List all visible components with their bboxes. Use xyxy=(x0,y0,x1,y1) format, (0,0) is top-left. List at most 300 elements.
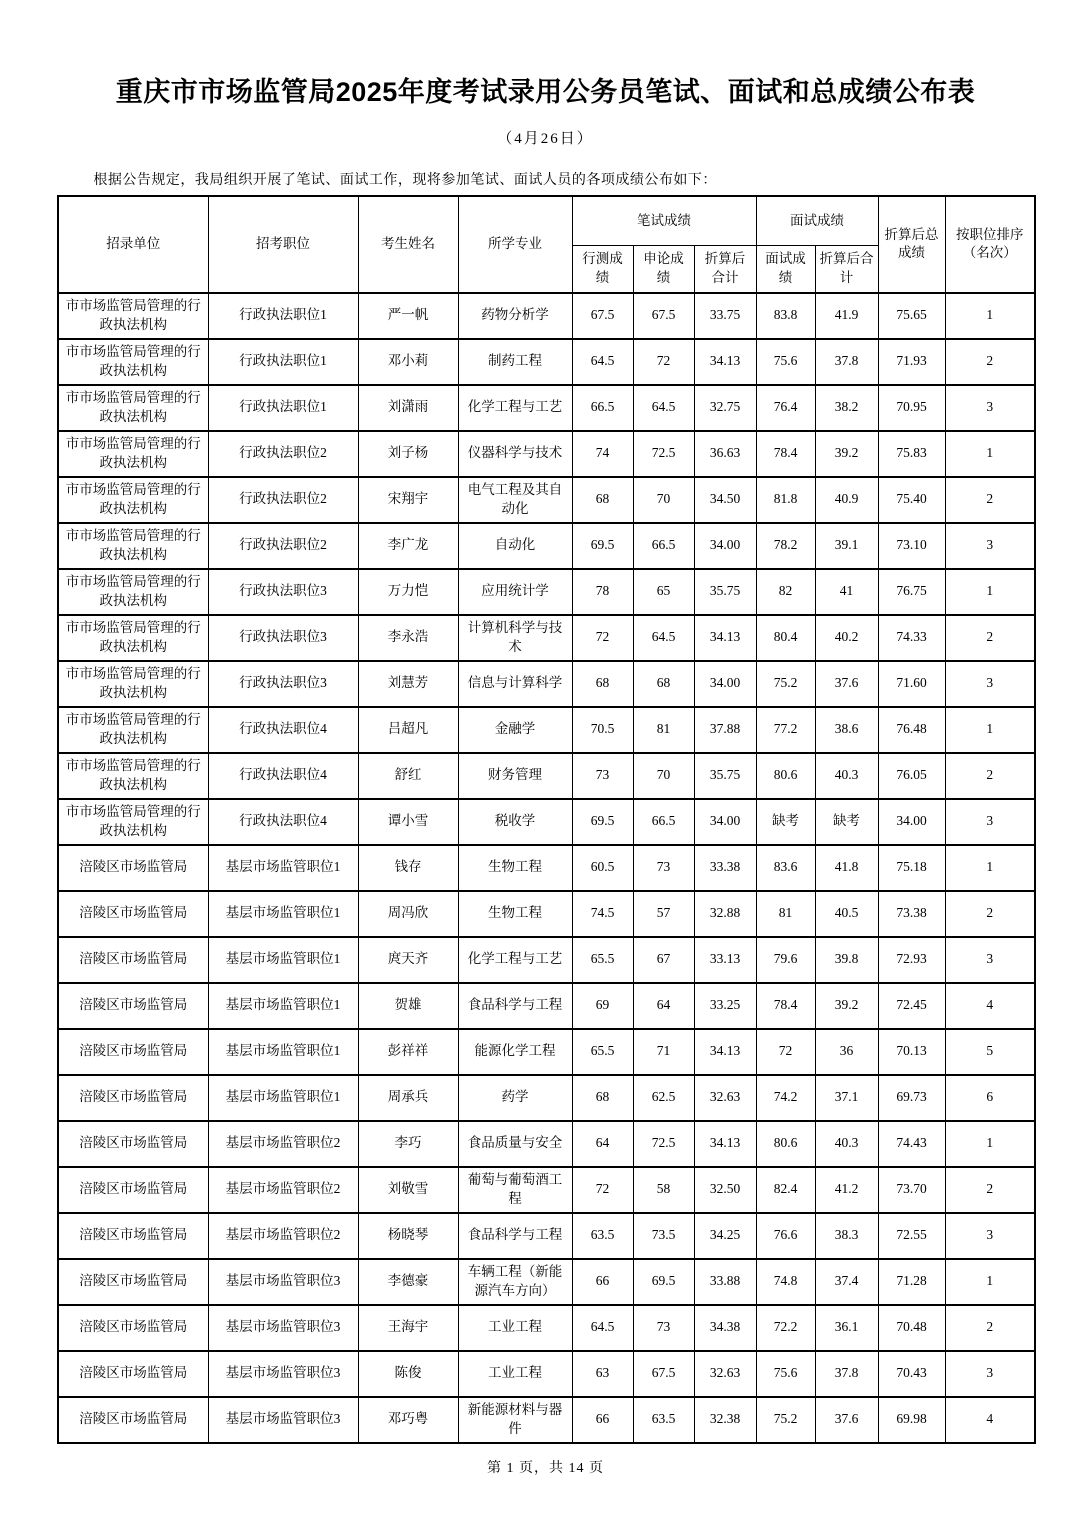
cell-interview_score: 78.4 xyxy=(756,431,815,477)
table-body xyxy=(58,293,1035,1443)
header-interview-score: 面试成绩 xyxy=(756,246,815,293)
table-row xyxy=(58,1167,1035,1213)
cell-written_total: 34.50 xyxy=(694,477,756,523)
cell-written_total: 34.13 xyxy=(694,615,756,661)
cell-interview_score: 72 xyxy=(756,1029,815,1075)
cell-xingce: 72 xyxy=(572,1167,633,1213)
cell-shenlun: 67 xyxy=(633,937,694,983)
table-row xyxy=(58,845,1035,891)
cell-xingce: 66 xyxy=(572,1397,633,1443)
cell-shenlun: 66.5 xyxy=(633,799,694,845)
cell-unit: 市市场监管局管理的行政执法机构 xyxy=(58,523,208,569)
cell-interview_score: 83.6 xyxy=(756,845,815,891)
cell-overall: 71.60 xyxy=(878,661,945,707)
cell-written_total: 34.00 xyxy=(694,799,756,845)
cell-major: 计算机科学与技术 xyxy=(458,615,572,661)
cell-position: 行政执法职位4 xyxy=(208,707,358,753)
cell-name: 李巧 xyxy=(358,1121,458,1167)
cell-name: 刘敬雪 xyxy=(358,1167,458,1213)
table-row xyxy=(58,1259,1035,1305)
cell-shenlun: 70 xyxy=(633,753,694,799)
cell-rank: 6 xyxy=(945,1075,1035,1121)
cell-overall: 69.73 xyxy=(878,1075,945,1121)
cell-name: 周冯欣 xyxy=(358,891,458,937)
cell-interview_score: 75.6 xyxy=(756,1351,815,1397)
cell-major: 新能源材料与器件 xyxy=(458,1397,572,1443)
cell-shenlun: 67.5 xyxy=(633,293,694,339)
cell-written_total: 35.75 xyxy=(694,569,756,615)
cell-name: 李德豪 xyxy=(358,1259,458,1305)
cell-shenlun: 66.5 xyxy=(633,523,694,569)
cell-overall: 70.95 xyxy=(878,385,945,431)
cell-xingce: 63 xyxy=(572,1351,633,1397)
header-major: 所学专业 xyxy=(458,196,572,293)
cell-name: 邓巧粤 xyxy=(358,1397,458,1443)
cell-position: 基层市场监管职位1 xyxy=(208,1029,358,1075)
cell-position: 行政执法职位1 xyxy=(208,385,358,431)
cell-unit: 市市场监管局管理的行政执法机构 xyxy=(58,799,208,845)
cell-unit: 市市场监管局管理的行政执法机构 xyxy=(58,569,208,615)
table-row xyxy=(58,1351,1035,1397)
cell-overall: 72.93 xyxy=(878,937,945,983)
cell-rank: 4 xyxy=(945,983,1035,1029)
cell-major: 食品质量与安全 xyxy=(458,1121,572,1167)
cell-written_total: 34.25 xyxy=(694,1213,756,1259)
cell-unit: 涪陵区市场监管局 xyxy=(58,1259,208,1305)
cell-unit: 市市场监管局管理的行政执法机构 xyxy=(58,385,208,431)
cell-interview_total: 41.8 xyxy=(815,845,878,891)
cell-xingce: 70.5 xyxy=(572,707,633,753)
cell-name: 吕超凡 xyxy=(358,707,458,753)
cell-position: 行政执法职位2 xyxy=(208,523,358,569)
cell-overall: 75.65 xyxy=(878,293,945,339)
cell-shenlun: 72.5 xyxy=(633,1121,694,1167)
cell-interview_total: 38.3 xyxy=(815,1213,878,1259)
table-row xyxy=(58,1121,1035,1167)
cell-name: 李广龙 xyxy=(358,523,458,569)
cell-interview_total: 39.2 xyxy=(815,983,878,1029)
cell-major: 财务管理 xyxy=(458,753,572,799)
cell-xingce: 60.5 xyxy=(572,845,633,891)
cell-major: 生物工程 xyxy=(458,891,572,937)
cell-xingce: 64.5 xyxy=(572,1305,633,1351)
table-row xyxy=(58,661,1035,707)
cell-written_total: 35.75 xyxy=(694,753,756,799)
cell-position: 行政执法职位1 xyxy=(208,293,358,339)
cell-xingce: 68 xyxy=(572,477,633,523)
cell-shenlun: 69.5 xyxy=(633,1259,694,1305)
cell-rank: 3 xyxy=(945,1351,1035,1397)
cell-position: 基层市场监管职位2 xyxy=(208,1121,358,1167)
cell-interview_score: 75.2 xyxy=(756,661,815,707)
cell-name: 李永浩 xyxy=(358,615,458,661)
cell-position: 行政执法职位3 xyxy=(208,615,358,661)
table-row xyxy=(58,1397,1035,1443)
cell-position: 行政执法职位4 xyxy=(208,753,358,799)
cell-position: 行政执法职位4 xyxy=(208,799,358,845)
cell-name: 万力恺 xyxy=(358,569,458,615)
cell-name: 陈俊 xyxy=(358,1351,458,1397)
table-header xyxy=(58,196,1035,293)
cell-overall: 73.10 xyxy=(878,523,945,569)
cell-position: 行政执法职位3 xyxy=(208,569,358,615)
table-row xyxy=(58,385,1035,431)
cell-interview_score: 80.4 xyxy=(756,615,815,661)
header-unit: 招录单位 xyxy=(58,196,208,293)
table-row xyxy=(58,1213,1035,1259)
cell-shenlun: 65 xyxy=(633,569,694,615)
cell-interview_score: 77.2 xyxy=(756,707,815,753)
cell-position: 基层市场监管职位1 xyxy=(208,845,358,891)
cell-written_total: 34.13 xyxy=(694,1029,756,1075)
table-row xyxy=(58,615,1035,661)
cell-overall: 74.43 xyxy=(878,1121,945,1167)
cell-rank: 1 xyxy=(945,845,1035,891)
cell-major: 仪器科学与技术 xyxy=(458,431,572,477)
cell-unit: 涪陵区市场监管局 xyxy=(58,983,208,1029)
cell-unit: 涪陵区市场监管局 xyxy=(58,1029,208,1075)
cell-interview_score: 76.6 xyxy=(756,1213,815,1259)
cell-interview_total: 40.9 xyxy=(815,477,878,523)
cell-position: 基层市场监管职位3 xyxy=(208,1397,358,1443)
cell-overall: 72.45 xyxy=(878,983,945,1029)
cell-name: 严一帆 xyxy=(358,293,458,339)
cell-shenlun: 64 xyxy=(633,983,694,1029)
cell-name: 谭小雪 xyxy=(358,799,458,845)
cell-major: 制药工程 xyxy=(458,339,572,385)
cell-xingce: 74 xyxy=(572,431,633,477)
cell-unit: 市市场监管局管理的行政执法机构 xyxy=(58,615,208,661)
cell-name: 刘子杨 xyxy=(358,431,458,477)
cell-written_total: 34.00 xyxy=(694,661,756,707)
header-written-total: 折算后合计 xyxy=(694,246,756,293)
table-row xyxy=(58,523,1035,569)
cell-major: 信息与计算科学 xyxy=(458,661,572,707)
cell-interview_total: 37.6 xyxy=(815,1397,878,1443)
cell-overall: 74.33 xyxy=(878,615,945,661)
cell-major: 金融学 xyxy=(458,707,572,753)
cell-written_total: 32.63 xyxy=(694,1075,756,1121)
cell-rank: 2 xyxy=(945,615,1035,661)
page-footer: 第 1 页，共 14 页 xyxy=(487,1460,604,1476)
cell-xingce: 64 xyxy=(572,1121,633,1167)
cell-rank: 1 xyxy=(945,707,1035,753)
cell-rank: 3 xyxy=(945,937,1035,983)
cell-interview_score: 79.6 xyxy=(756,937,815,983)
cell-name: 钱存 xyxy=(358,845,458,891)
cell-name: 舒红 xyxy=(358,753,458,799)
cell-overall: 70.43 xyxy=(878,1351,945,1397)
cell-shenlun: 73.5 xyxy=(633,1213,694,1259)
header-position: 招考职位 xyxy=(208,196,358,293)
cell-overall: 70.13 xyxy=(878,1029,945,1075)
cell-unit: 涪陵区市场监管局 xyxy=(58,1397,208,1443)
cell-rank: 2 xyxy=(945,1305,1035,1351)
cell-unit: 市市场监管局管理的行政执法机构 xyxy=(58,707,208,753)
cell-name: 彭祥祥 xyxy=(358,1029,458,1075)
table-row xyxy=(58,569,1035,615)
cell-interview_score: 80.6 xyxy=(756,1121,815,1167)
cell-major: 生物工程 xyxy=(458,845,572,891)
cell-written_total: 33.75 xyxy=(694,293,756,339)
cell-interview_score: 72.2 xyxy=(756,1305,815,1351)
cell-position: 基层市场监管职位3 xyxy=(208,1305,358,1351)
cell-interview_total: 37.1 xyxy=(815,1075,878,1121)
cell-interview_total: 40.5 xyxy=(815,891,878,937)
header-overall: 折算后总成绩 xyxy=(878,196,945,293)
cell-interview_score: 82 xyxy=(756,569,815,615)
cell-position: 行政执法职位3 xyxy=(208,661,358,707)
cell-xingce: 68 xyxy=(572,1075,633,1121)
cell-major: 税收学 xyxy=(458,799,572,845)
cell-written_total: 33.38 xyxy=(694,845,756,891)
cell-interview_total: 39.1 xyxy=(815,523,878,569)
cell-interview_score: 78.4 xyxy=(756,983,815,1029)
cell-interview_total: 38.6 xyxy=(815,707,878,753)
table-row xyxy=(58,339,1035,385)
cell-interview_score: 83.8 xyxy=(756,293,815,339)
cell-position: 基层市场监管职位2 xyxy=(208,1167,358,1213)
table-row xyxy=(58,753,1035,799)
cell-unit: 涪陵区市场监管局 xyxy=(58,1305,208,1351)
cell-interview_score: 81.8 xyxy=(756,477,815,523)
cell-major: 工业工程 xyxy=(458,1351,572,1397)
cell-overall: 72.55 xyxy=(878,1213,945,1259)
cell-overall: 75.18 xyxy=(878,845,945,891)
cell-major: 化学工程与工艺 xyxy=(458,937,572,983)
cell-shenlun: 63.5 xyxy=(633,1397,694,1443)
cell-major: 车辆工程（新能源汽车方向） xyxy=(458,1259,572,1305)
cell-major: 化学工程与工艺 xyxy=(458,385,572,431)
cell-xingce: 69.5 xyxy=(572,523,633,569)
cell-major: 能源化学工程 xyxy=(458,1029,572,1075)
cell-overall: 76.05 xyxy=(878,753,945,799)
cell-major: 食品科学与工程 xyxy=(458,983,572,1029)
cell-rank: 3 xyxy=(945,799,1035,845)
cell-overall: 73.70 xyxy=(878,1167,945,1213)
cell-position: 基层市场监管职位1 xyxy=(208,937,358,983)
cell-interview_total: 37.4 xyxy=(815,1259,878,1305)
cell-written_total: 33.13 xyxy=(694,937,756,983)
cell-overall: 76.75 xyxy=(878,569,945,615)
cell-rank: 1 xyxy=(945,569,1035,615)
cell-rank: 3 xyxy=(945,385,1035,431)
cell-overall: 73.38 xyxy=(878,891,945,937)
cell-unit: 市市场监管局管理的行政执法机构 xyxy=(58,431,208,477)
cell-xingce: 74.5 xyxy=(572,891,633,937)
cell-interview_total: 36.1 xyxy=(815,1305,878,1351)
table-row xyxy=(58,431,1035,477)
cell-shenlun: 68 xyxy=(633,661,694,707)
cell-written_total: 32.63 xyxy=(694,1351,756,1397)
cell-overall: 71.93 xyxy=(878,339,945,385)
cell-rank: 2 xyxy=(945,477,1035,523)
cell-name: 宋翔宇 xyxy=(358,477,458,523)
cell-major: 葡萄与葡萄酒工程 xyxy=(458,1167,572,1213)
cell-name: 邓小莉 xyxy=(358,339,458,385)
cell-unit: 涪陵区市场监管局 xyxy=(58,1213,208,1259)
date-line: （4月26日） xyxy=(497,130,594,147)
cell-major: 工业工程 xyxy=(458,1305,572,1351)
cell-shenlun: 58 xyxy=(633,1167,694,1213)
cell-written_total: 33.88 xyxy=(694,1259,756,1305)
cell-unit: 涪陵区市场监管局 xyxy=(58,1351,208,1397)
cell-interview_total: 37.8 xyxy=(815,1351,878,1397)
cell-rank: 2 xyxy=(945,891,1035,937)
cell-overall: 75.40 xyxy=(878,477,945,523)
cell-shenlun: 73 xyxy=(633,1305,694,1351)
cell-position: 基层市场监管职位3 xyxy=(208,1259,358,1305)
cell-interview_total: 37.8 xyxy=(815,339,878,385)
cell-name: 王海宇 xyxy=(358,1305,458,1351)
cell-shenlun: 72 xyxy=(633,339,694,385)
table-row xyxy=(58,891,1035,937)
cell-overall: 70.48 xyxy=(878,1305,945,1351)
cell-overall: 76.48 xyxy=(878,707,945,753)
cell-interview_total: 39.2 xyxy=(815,431,878,477)
cell-position: 行政执法职位2 xyxy=(208,477,358,523)
cell-position: 行政执法职位1 xyxy=(208,339,358,385)
cell-xingce: 66 xyxy=(572,1259,633,1305)
cell-unit: 市市场监管局管理的行政执法机构 xyxy=(58,661,208,707)
header-xingce: 行测成绩 xyxy=(572,246,633,293)
cell-unit: 市市场监管局管理的行政执法机构 xyxy=(58,477,208,523)
cell-interview_total: 37.6 xyxy=(815,661,878,707)
cell-rank: 1 xyxy=(945,1121,1035,1167)
cell-xingce: 72 xyxy=(572,615,633,661)
cell-xingce: 65.5 xyxy=(572,937,633,983)
cell-written_total: 32.75 xyxy=(694,385,756,431)
cell-interview_total: 41.2 xyxy=(815,1167,878,1213)
cell-overall: 71.28 xyxy=(878,1259,945,1305)
table-row xyxy=(58,707,1035,753)
cell-shenlun: 64.5 xyxy=(633,385,694,431)
cell-interview_total: 36 xyxy=(815,1029,878,1075)
cell-unit: 涪陵区市场监管局 xyxy=(58,845,208,891)
cell-xingce: 67.5 xyxy=(572,293,633,339)
cell-rank: 5 xyxy=(945,1029,1035,1075)
cell-interview_score: 80.6 xyxy=(756,753,815,799)
cell-xingce: 68 xyxy=(572,661,633,707)
cell-interview_total: 40.3 xyxy=(815,753,878,799)
cell-unit: 市市场监管局管理的行政执法机构 xyxy=(58,293,208,339)
table-row xyxy=(58,1075,1035,1121)
cell-interview_total: 缺考 xyxy=(815,799,878,845)
cell-unit: 涪陵区市场监管局 xyxy=(58,1167,208,1213)
cell-rank: 1 xyxy=(945,1259,1035,1305)
cell-position: 基层市场监管职位1 xyxy=(208,983,358,1029)
cell-rank: 2 xyxy=(945,753,1035,799)
cell-shenlun: 67.5 xyxy=(633,1351,694,1397)
cell-shenlun: 72.5 xyxy=(633,431,694,477)
cell-shenlun: 70 xyxy=(633,477,694,523)
scores-table xyxy=(57,195,1036,1444)
cell-interview_score: 74.2 xyxy=(756,1075,815,1121)
header-interview-total: 折算后合计 xyxy=(815,246,878,293)
cell-major: 自动化 xyxy=(458,523,572,569)
cell-overall: 75.83 xyxy=(878,431,945,477)
header-name: 考生姓名 xyxy=(358,196,458,293)
table-row xyxy=(58,937,1035,983)
cell-written_total: 34.13 xyxy=(694,339,756,385)
cell-xingce: 78 xyxy=(572,569,633,615)
cell-position: 基层市场监管职位1 xyxy=(208,891,358,937)
cell-rank: 2 xyxy=(945,339,1035,385)
table-row xyxy=(58,1029,1035,1075)
cell-rank: 1 xyxy=(945,293,1035,339)
header-written-group: 笔试成绩 xyxy=(572,196,756,246)
header-interview-group: 面试成绩 xyxy=(756,196,878,246)
cell-unit: 涪陵区市场监管局 xyxy=(58,937,208,983)
cell-shenlun: 73 xyxy=(633,845,694,891)
cell-xingce: 64.5 xyxy=(572,339,633,385)
cell-overall: 34.00 xyxy=(878,799,945,845)
cell-interview_score: 76.4 xyxy=(756,385,815,431)
cell-written_total: 32.50 xyxy=(694,1167,756,1213)
page-title: 重庆市市场监管局2025年度考试录用公务员笔试、面试和总成绩公布表 xyxy=(115,77,976,107)
header-shenlun: 申论成绩 xyxy=(633,246,694,293)
cell-unit: 市市场监管局管理的行政执法机构 xyxy=(58,753,208,799)
table-row xyxy=(58,983,1035,1029)
cell-name: 周承兵 xyxy=(358,1075,458,1121)
cell-xingce: 65.5 xyxy=(572,1029,633,1075)
cell-interview_score: 82.4 xyxy=(756,1167,815,1213)
table-row xyxy=(58,1305,1035,1351)
cell-rank: 4 xyxy=(945,1397,1035,1443)
cell-rank: 3 xyxy=(945,1213,1035,1259)
cell-name: 刘潇雨 xyxy=(358,385,458,431)
cell-major: 药物分析学 xyxy=(458,293,572,339)
cell-shenlun: 71 xyxy=(633,1029,694,1075)
cell-overall: 69.98 xyxy=(878,1397,945,1443)
cell-interview_score: 74.8 xyxy=(756,1259,815,1305)
cell-written_total: 32.88 xyxy=(694,891,756,937)
cell-interview_total: 39.8 xyxy=(815,937,878,983)
cell-unit: 涪陵区市场监管局 xyxy=(58,1075,208,1121)
cell-xingce: 73 xyxy=(572,753,633,799)
cell-written_total: 33.25 xyxy=(694,983,756,1029)
cell-written_total: 34.13 xyxy=(694,1121,756,1167)
cell-written_total: 37.88 xyxy=(694,707,756,753)
cell-major: 食品科学与工程 xyxy=(458,1213,572,1259)
cell-unit: 涪陵区市场监管局 xyxy=(58,891,208,937)
intro-text: 根据公告规定，我局组织开展了笔试、面试工作，现将参加笔试、面试人员的各项成绩公布如下： xyxy=(93,172,717,188)
cell-interview_score: 缺考 xyxy=(756,799,815,845)
cell-interview_score: 75.6 xyxy=(756,339,815,385)
cell-written_total: 32.38 xyxy=(694,1397,756,1443)
cell-interview_score: 75.2 xyxy=(756,1397,815,1443)
cell-unit: 涪陵区市场监管局 xyxy=(58,1121,208,1167)
table-row xyxy=(58,799,1035,845)
cell-name: 刘慧芳 xyxy=(358,661,458,707)
cell-name: 杨晓琴 xyxy=(358,1213,458,1259)
cell-xingce: 69.5 xyxy=(572,799,633,845)
cell-major: 电气工程及其自动化 xyxy=(458,477,572,523)
cell-rank: 3 xyxy=(945,523,1035,569)
table-row xyxy=(58,477,1035,523)
cell-major: 药学 xyxy=(458,1075,572,1121)
cell-major: 应用统计学 xyxy=(458,569,572,615)
cell-name: 庹天齐 xyxy=(358,937,458,983)
cell-shenlun: 64.5 xyxy=(633,615,694,661)
cell-interview_total: 41 xyxy=(815,569,878,615)
cell-xingce: 63.5 xyxy=(572,1213,633,1259)
cell-rank: 3 xyxy=(945,661,1035,707)
cell-position: 基层市场监管职位1 xyxy=(208,1075,358,1121)
cell-shenlun: 57 xyxy=(633,891,694,937)
cell-interview_score: 81 xyxy=(756,891,815,937)
cell-xingce: 69 xyxy=(572,983,633,1029)
